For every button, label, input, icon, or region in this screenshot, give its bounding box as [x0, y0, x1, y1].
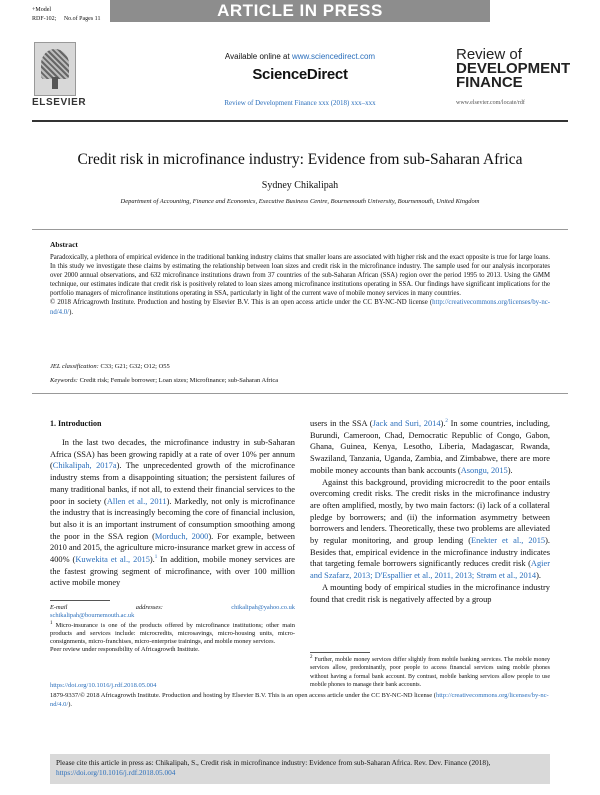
author-affiliation: Department of Accounting, Finance and Economics, Executive Business Centre, Bournemouth University, Bournemouth, United Kingdom [120, 198, 480, 205]
citation-link[interactable]: Allen et al., 2011 [106, 496, 167, 506]
journal-url[interactable]: www.elsevier.com/locate/rdf [456, 100, 525, 106]
manuscript-model: +Model [32, 7, 52, 13]
citation-doi-link[interactable]: https://doi.org/10.1016/j.rdf.2018.05.004 [56, 768, 176, 777]
citation-link[interactable]: Asongu, 2015 [460, 465, 508, 475]
footnotes-left: E-mail addresses: chikalipah@yahoo.co.uk schikalipah@bournemouth.ac.uk $^1$ Micro-insurance is one of the products offered by microfinance institutions; other main products and services include: microcredits, microsavings, micro-housing units, micro-consignments, micro-franchises, micro-enterprise trainings, and mobile money services. Peer review under responsibility of Africagrowth Institute. [50, 600, 295, 655]
footnote-ref-1[interactable]: 1 [154, 555, 158, 561]
manuscript-ref [32, 15, 100, 23]
header-divider [32, 120, 568, 122]
email-link[interactable]: chikalipah@yahoo.co.uk [231, 604, 295, 611]
column-left-text: In the last two decades, the microfinance industry in sub-Saharan Africa (SSA) has been growing rapidly at a rate of over 10% per annum (Chikalipah, 2017a). The unprecedented growth of the microfinance industry stems from a disappointing situation; the persistent failures of many traditional banks, if not all, to extend their financial services to the poor in society (Allen et al., 2011). Markedly, not only is microfinance the industry that is increasingly becoming the core of financial inclusion, but also it is an important instrument of consumption smoothing among the poor in the SSA region (Morduch, 2000). For example, between 2010 and 2015, the agriculture micro-insurance market grew in access of 400% (Kuwekita et al., 2015).$^1$ In addition, mobile money services are the fastest growing segment of microfinance, with over 100 million active mobile money [50, 438, 296, 588]
abstract-bottom-rule [32, 393, 568, 394]
citation-link[interactable]: Enekter et al., 2015 [471, 536, 546, 546]
citation-link[interactable]: Morduch, 2000 [154, 531, 209, 541]
peer-review-note: Peer review under responsibility of Africagrowth Institute. [50, 646, 200, 654]
citation-link[interactable]: Kuwekita et al., 2015 [75, 555, 150, 565]
page-count: No.of Pages 11 [63, 16, 101, 22]
journal-citation-line[interactable]: Review of Development Finance xxx (2018) xxx–xxx [224, 99, 376, 107]
footnotes-right: $^2$ Further, mobile money services differ slightly from mobile banking services. The mobile money services allow, predominantly, poor people to access financial services using mobile phones without having a formal bank account. By contrast, mobile banking services allow people to use mobile phones to manage their bank accounts. [310, 652, 550, 689]
publisher-logo-text: ELSEVIER [32, 97, 87, 108]
elsevier-tree-logo-icon [34, 42, 76, 96]
footnote-2: Further, mobile money services differ slightly from mobile banking services. The mobile money services allow, predominantly, poor people to access financial services using mobile phones without having a formal bank account. By contrast, mobile banking services allow people to use mobile phones to manage their bank accounts. [310, 657, 550, 688]
email-link[interactable]: schikalipah@bournemouth.ac.uk [50, 612, 135, 620]
section-heading-introduction: 1. Introduction [50, 419, 102, 428]
citation-link[interactable]: Jack and Suri, 2014 [372, 419, 441, 428]
email-line: E-mail addresses: chikalipah@yahoo.co.uk [50, 604, 295, 611]
license-link[interactable]: http://creativecommons.org/licenses/by-nc-nd/4.0/ [50, 299, 550, 316]
article-title: Credit risk in microfinance industry: Evidence from sub-Saharan Africa [77, 151, 523, 168]
abstract-heading: Abstract [50, 240, 78, 249]
footnote-1: Micro-insurance is one of the products offered by microfinance institutions; other main products and services include: microcredits, microsavings, micro-housing units, micro-consignments, micro-franchises, micro-enterprise trainings, and mobile money services. [50, 621, 295, 646]
jel-classification: JEL classification: C33; G21; G32; O12; O55 [50, 363, 170, 370]
keywords: Keywords: Credit risk; Female borrower; Loan sizes; Microfinance; sub-Saharan Africa [50, 377, 279, 384]
platform-name: ScienceDirect [252, 66, 348, 83]
footnote-rule [310, 652, 370, 653]
citation-box: Please cite this article in press as: Chikalipah, S., Credit risk in microfinance industry: Evidence from sub-Saharan Africa. Rev. Dev. Finance (2018), https://doi.org/10.1016/j.rdf.2018.05.004 [50, 754, 550, 784]
issn-license-line: 1879-9337/© 2018 Africagrowth Institute. Production and hosting by Elsevier B.V. This is an open access article under the CC BY-NC-ND license (http://creativecommons.org/licenses/by-nc-nd/4.0/). [50, 692, 549, 708]
manuscript-id: RDF-102; [32, 16, 57, 22]
journal-logo: Review of DEVELOPMENT FINANCE [456, 46, 571, 91]
license-link[interactable]: http://creativecommons.org/licenses/by-nc-nd/4.0/ [50, 692, 549, 708]
doi-link[interactable]: https://doi.org/10.1016/j.rdf.2018.05.004 [50, 682, 157, 689]
footnote-ref-2[interactable]: 2 [445, 419, 448, 425]
column-right-text: users in the SSA (Jack and Suri, 2014).$^2$ In some countries, including, Burundi, Cameroon, Chad, Democratic Republic of Congo, Gabon, Ghana, Guinea, Kenya, Lesotho, Liberia, Madagascar, Rwanda, Swaziland, Tanzania, Uganda, Zambia, and Zimbabwe, there are more mobile money accounts than bank accounts (Asongu, 2015). Against this background, providing microcredit to the poor entails overcoming credit risks. The credit risks in the microfinance industry are often amplified, mostly, by two main factors: (i) lack of a collateral pledge by borrowers; and (ii) the information asymmetry between borrowers and lenders. Theoretically, these two problems are alleviated by regular monitoring, and group lending (Enekter et al., 2015). Besides that, empirical evidence in the microfinance industry indicates that targeting female borrowers significantly reduces credit risk (Agier and Szafarz, 2013; D'Espallier et al., 2011, 2013; Strøm et al., 2014). A mounting body of empirical studies in the microfinance industry found that credit risk is negatively affected by a group [310, 419, 551, 604]
footnote-rule [50, 600, 110, 601]
abstract-body: Paradoxically, a plethora of empirical evidence in the traditional banking industry claims that smaller loans are associated with higher risk and the exact opposite is true for large loans. In this study we investigate these claims by estimating the relationship between loan sizes and credit risk in the microfinance industry. The sample used for our analysis incorporates over 2000 annual observations, and 632 microfinance institutions drawn from 37 countries of the sub-Saharan African (SSA) region over the period 1995 to 2013. Using the GMM technique, our estimates indicate that credit risk is positively related to loan sizes among microfinance institutions operating in SSA. Our findings have significant implications for the portfolio managers of microfinance institutions operating in SSA, particularly in light of the current wave of mobile money services in many countries. © 2018 Africagrowth Institute. Production and hosting by Elsevier B.V. This is an open access article under the CC BY-NC-ND license (http://creativecommons.org/licenses/by-nc-nd/4.0/). [50, 254, 550, 316]
citation-link[interactable]: Chikalipah, 2017a [52, 461, 117, 471]
author-name: Sydney Chikalipah [261, 180, 339, 191]
availability-line: Available online at www.sciencedirect.com [224, 52, 376, 61]
abstract-top-rule [32, 229, 568, 230]
article-in-press-banner: ARTICLE IN PRESS [110, 0, 490, 22]
sciencedirect-link[interactable]: www.sciencedirect.com [291, 52, 376, 61]
citation-link[interactable]: Agier and Szafarz, 2013; D'Espallier et al., 2011, 2013; Strøm et al., 2014 [310, 559, 550, 581]
